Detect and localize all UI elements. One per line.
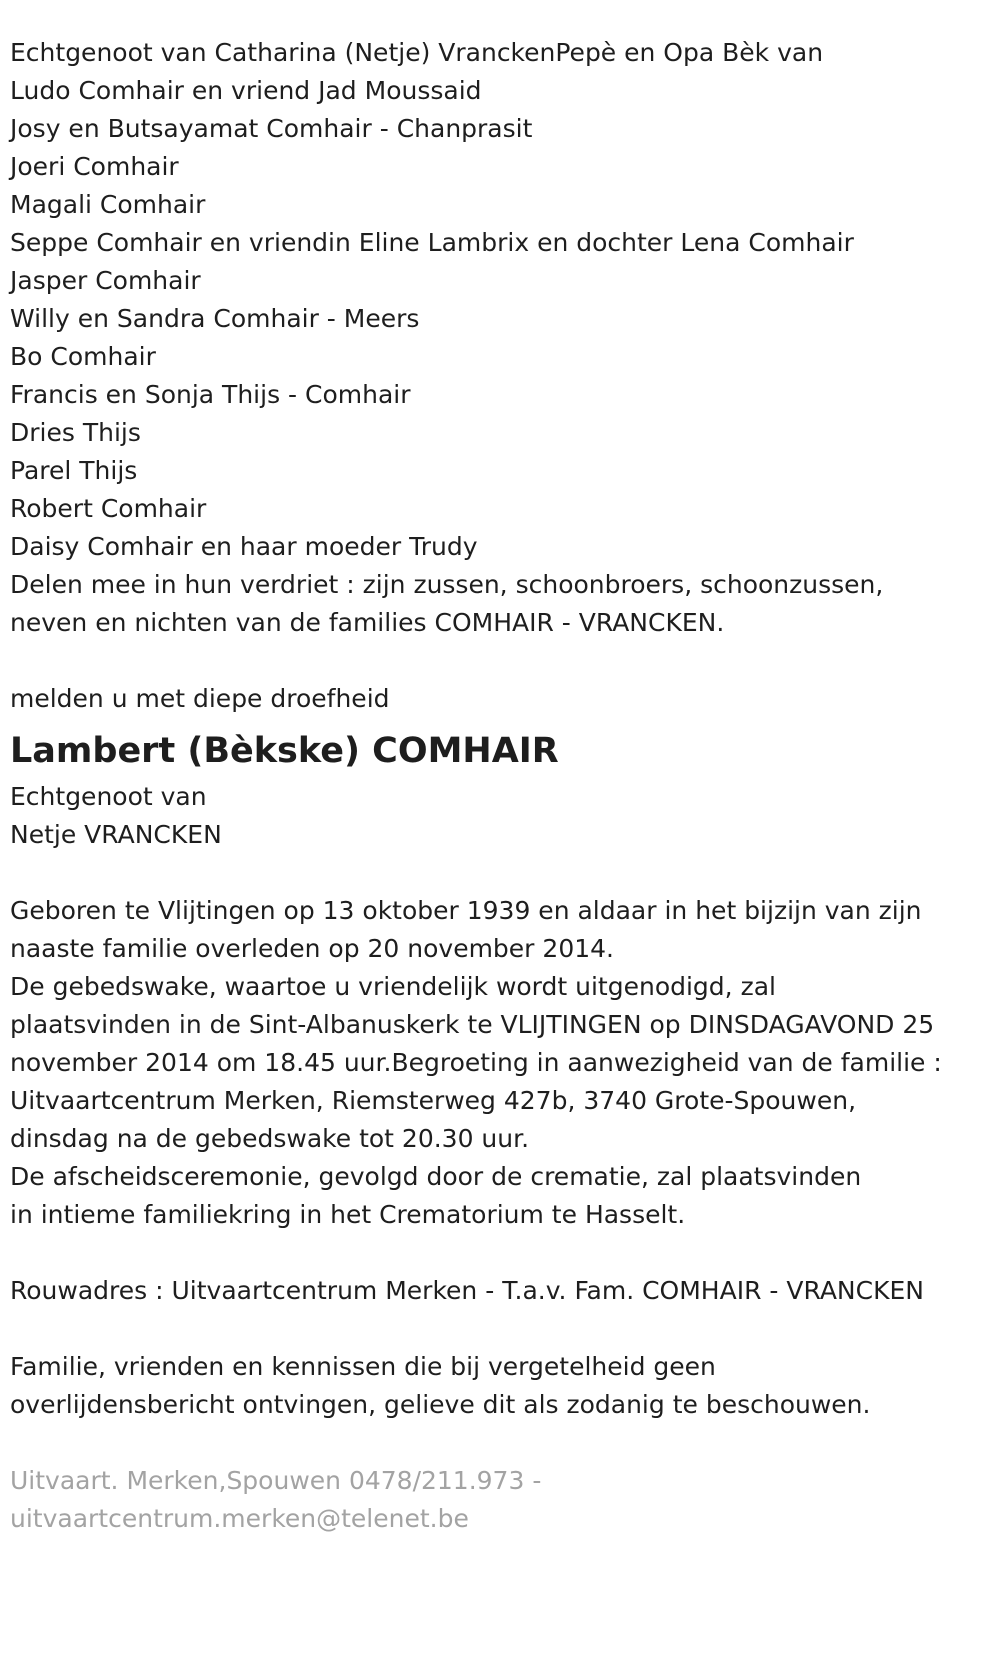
- relatives-line: Willy en Sandra Comhair - Meers: [10, 304, 420, 333]
- relatives-line: Magali Comhair: [10, 190, 206, 219]
- relatives-line: Delen mee in hun verdriet : zijn zussen, schoonbroers, schoonzussen,: [10, 570, 884, 599]
- details-line: De gebedswake, waartoe u vriendelijk wordt uitgenodigd, zal: [10, 972, 776, 1001]
- funeral-details: [10, 892, 1000, 1234]
- relatives-line: Daisy Comhair en haar moeder Trudy: [10, 532, 478, 561]
- relatives-line: Robert Comhair: [10, 494, 207, 523]
- spouse-name: Netje VRANCKEN: [10, 820, 222, 849]
- details-line: in intieme familiekring in het Crematorium te Hasselt.: [10, 1200, 686, 1229]
- notice-text: [10, 1348, 1000, 1424]
- spacer: [10, 1424, 1000, 1462]
- relatives-line: Josy en Butsayamat Comhair - Chanprasit: [10, 114, 533, 143]
- spacer: [10, 1310, 1000, 1348]
- details-line: naaste familie overleden op 20 november 2014.: [10, 934, 614, 963]
- relatives-line: Jasper Comhair: [10, 266, 201, 295]
- details-line: dinsdag na de gebedswake tot 20.30 uur.: [10, 1124, 530, 1153]
- funeral-home-email[interactable]: uitvaartcentrum.merken@telenet.be: [10, 1504, 469, 1533]
- relatives-line: Francis en Sonja Thijs - Comhair: [10, 380, 411, 409]
- details-line: Geboren te Vlijtingen op 13 oktober 1939 en aldaar in het bijzijn van zijn: [10, 896, 922, 925]
- funeral-home-phone: Uitvaart. Merken,Spouwen 0478/211.973 -: [10, 1466, 542, 1495]
- relatives-line: Echtgenoot van Catharina (Netje) VranckenPepè en Opa Bèk van: [10, 38, 824, 67]
- notice-line: overlijdensbericht ontvingen, gelieve dit als zodanig te beschouwen.: [10, 1390, 871, 1419]
- relatives-line: Joeri Comhair: [10, 152, 179, 181]
- spacer: [10, 1234, 1000, 1272]
- relatives-line: Ludo Comhair en vriend Jad Moussaid: [10, 76, 482, 105]
- relatives-list: [10, 34, 1000, 642]
- relatives-line: Bo Comhair: [10, 342, 156, 371]
- spouse-label: Echtgenoot van: [10, 782, 207, 811]
- details-line: november 2014 om 18.45 uur.Begroeting in aanwezigheid van de familie :: [10, 1048, 942, 1077]
- spacer: [10, 854, 1000, 892]
- deceased-name: Lambert (Bèkske) COMHAIR: [10, 731, 559, 771]
- relatives-line: Dries Thijs: [10, 418, 141, 447]
- relatives-line: neven en nichten van de families COMHAIR - VRANCKEN.: [10, 608, 725, 637]
- mourning-address: Rouwadres : Uitvaartcentrum Merken - T.a.v. Fam. COMHAIR - VRANCKEN: [10, 1276, 924, 1305]
- relatives-line: Seppe Comhair en vriendin Eline Lambrix en dochter Lena Comhair: [10, 228, 854, 257]
- funeral-home-footer: [10, 1462, 1000, 1538]
- details-line: De afscheidsceremonie, gevolgd door de crematie, zal plaatsvinden: [10, 1162, 862, 1191]
- notice-line: Familie, vrienden en kennissen die bij vergetelheid geen: [10, 1352, 716, 1381]
- announcement-text: melden u met diepe droefheid: [10, 684, 390, 713]
- relatives-line: Parel Thijs: [10, 456, 138, 485]
- details-line: plaatsvinden in de Sint-Albanuskerk te VLIJTINGEN op DINSDAGAVOND 25: [10, 1010, 935, 1039]
- details-line: Uitvaartcentrum Merken, Riemsterweg 427b, 3740 Grote-Spouwen,: [10, 1086, 857, 1115]
- spacer: [10, 642, 1000, 680]
